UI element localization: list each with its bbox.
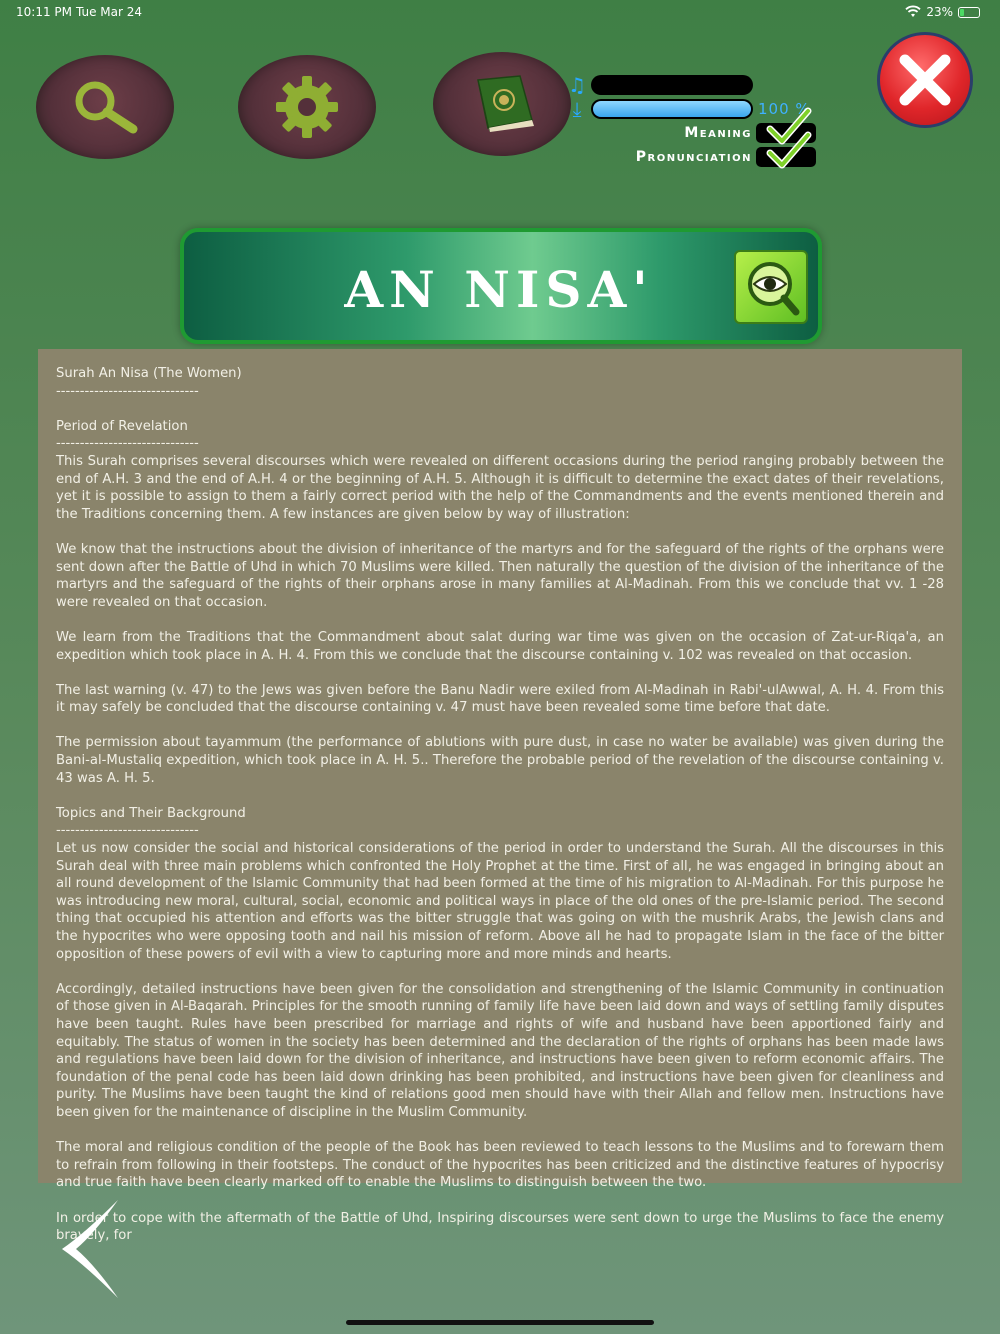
close-icon bbox=[897, 52, 953, 108]
divider: ------------------------------ bbox=[56, 383, 199, 399]
audio-progress-bar bbox=[591, 75, 753, 95]
quran-book-button[interactable] bbox=[433, 52, 571, 156]
status-indicators bbox=[905, 5, 980, 19]
surah-title-banner bbox=[180, 228, 822, 344]
content-heading: Surah An Nisa (The Women) bbox=[56, 366, 242, 381]
download-icon: ⤓ bbox=[572, 97, 582, 121]
section-title: Topics and Their Background bbox=[56, 805, 246, 821]
home-indicator bbox=[346, 1320, 654, 1325]
pronunciation-label: Pronunciation bbox=[635, 149, 752, 165]
gear-icon bbox=[272, 72, 342, 142]
paragraph: In order to cope with the aftermath of the Battle of Uhd, Inspiring discourses were sent down to urge the Muslims to face the enemy bravely, for bbox=[56, 1210, 944, 1244]
surah-title: AN NISA' bbox=[344, 260, 654, 319]
search-icon bbox=[67, 77, 143, 137]
chevron-left-icon bbox=[54, 1194, 126, 1304]
paragraph: The last warning (v. 47) to the Jews was given before the Banu Nadir were exiled from Al-Madinah in Rabi'-ulAwwal, A. H. 4. From this it may safely be concluded that the discourse containing v. 47 must have been revealed some time before that date. bbox=[56, 682, 944, 716]
paragraph: This Surah comprises several discourses which were revealed on different occasions during the period ranging probably between the end of A.H. 3 and the end of A.H. 4 or the beginning of A.H. 5. Although it is difficult to determine the exact dates of their revelations, yet it is possible to assign to them a fairly correct period with the help of the Commandments and the events mentioned therein and the Traditions concerning them. A few instances are given below by way of illustration: bbox=[56, 453, 944, 522]
close-button[interactable] bbox=[877, 32, 973, 128]
audio-progress-row bbox=[566, 74, 753, 96]
divider: ------------------------------ bbox=[56, 823, 199, 839]
pronunciation-checkbox[interactable] bbox=[756, 147, 816, 167]
paragraph: We learn from the Traditions that the Commandment about salat during war time was given on the occasion of Zat-ur-Riqa'a, an expedition which took place in A. H. 4. From this we conclude that the discourse containing v. 102 was revealed on that occasion. bbox=[56, 629, 944, 663]
download-percent: 100 % bbox=[758, 100, 811, 118]
back-button[interactable] bbox=[54, 1194, 126, 1304]
divider: ------------------------------ bbox=[56, 436, 199, 452]
download-progress-bar bbox=[591, 99, 753, 119]
quran-book-icon bbox=[464, 74, 540, 134]
paragraph: The moral and religious condition of the people of the Book has been reviewed to teach lessons to the Muslims and to forewarn them to refrain from following in their footsteps. The conduct of the hypocrites has been criticized and the distinctive features of hypocrisy and true faith have been clearly marked off to enable the Muslims to distinguish between the two. bbox=[56, 1140, 944, 1191]
section-title: Period of Revelation bbox=[56, 418, 188, 434]
view-button[interactable] bbox=[734, 250, 808, 324]
battery-percent: 23% bbox=[926, 5, 953, 19]
surah-description-panel[interactable] bbox=[38, 349, 962, 1244]
download-progress-row bbox=[566, 98, 753, 120]
settings-button[interactable] bbox=[238, 55, 376, 159]
eye-magnifier-icon bbox=[740, 256, 802, 318]
paragraph: Accordingly, detailed instructions have been given for the consolidation and strengthening of the Islamic Community in continuation of those given in Al-Baqarah. Principles for the smooth running of family life have been laid down and ways of settling family disputes have been taught. Rules have been prescribed for marriage and rights of wife and husband have been apportioned fairly and equitably. The status of women in the society has been determined and the declaration of the rights of orphans has been made laws and regulations have been laid down for the division of inheritance, and instructions have been given to reform economic affairs. The foundation of the penal code has been laid down drinking has been prohibited, and instructions have been given for cleanliness and purity. The Muslims have been taught the kind of relations good men should have with their Allah and fellow men. Instructions have been given for the maintenance of discipline in the Muslim Community. bbox=[56, 981, 944, 1120]
checkmark-icon bbox=[766, 131, 812, 171]
paragraph: Let us now consider the social and historical considerations of the period in order to understand the Surah. All the discourses in this Surah deal with three main problems which confronted the Holy Prophet at the time. First of all, he was engaged in bringing about an all round development of the Islamic Community that had been formed at the time of his migration to Al-Madinah. For this purpose he was introducing new moral, cultural, social, economic and political ways in place of the old ones of the pre-Islamic period. The second thing that occupied his attention and efforts was the bitter struggle that was going on with the mushrik Arabs, the Jewish clans and the hypocrites who were opposing tooth and nail his mission of reform. Above all he had to propagate Islam in the face of the bitter opposition of these powers of evil with a view to capturing more and more minds and hearts. bbox=[56, 841, 944, 962]
status-bar bbox=[0, 0, 1000, 24]
status-time: 10:11 PM bbox=[16, 5, 72, 19]
search-button[interactable] bbox=[36, 55, 174, 159]
paragraph: We know that the instructions about the division of inheritance of the martyrs and for the safeguard of the rights of the orphans were sent down after the Battle of Uhd in which 70 Muslims were killed. Then naturally the question of the division of the inheritance of the martyrs and the safeguard of the rights of their orphans arose in many families at Al-Madinah. From this we conclude that vv. 1 -28 were revealed on that occasion. bbox=[56, 541, 944, 610]
status-date: Tue Mar 24 bbox=[76, 5, 143, 19]
wifi-icon bbox=[905, 6, 921, 18]
meaning-label: Meaning bbox=[684, 125, 752, 141]
battery-icon bbox=[958, 7, 980, 18]
music-note-icon: ♫ bbox=[568, 73, 586, 97]
paragraph: The permission about tayammum (the performance of ablutions with pure dust, in case no water be available) was given during the Bani-al-Mustaliq expedition, which took place in A. H. 5.. Therefore the probable period of the revelation of the discourse containing v. 43 was A. H. 5. bbox=[56, 735, 944, 786]
pronunciation-option[interactable] bbox=[592, 147, 816, 167]
